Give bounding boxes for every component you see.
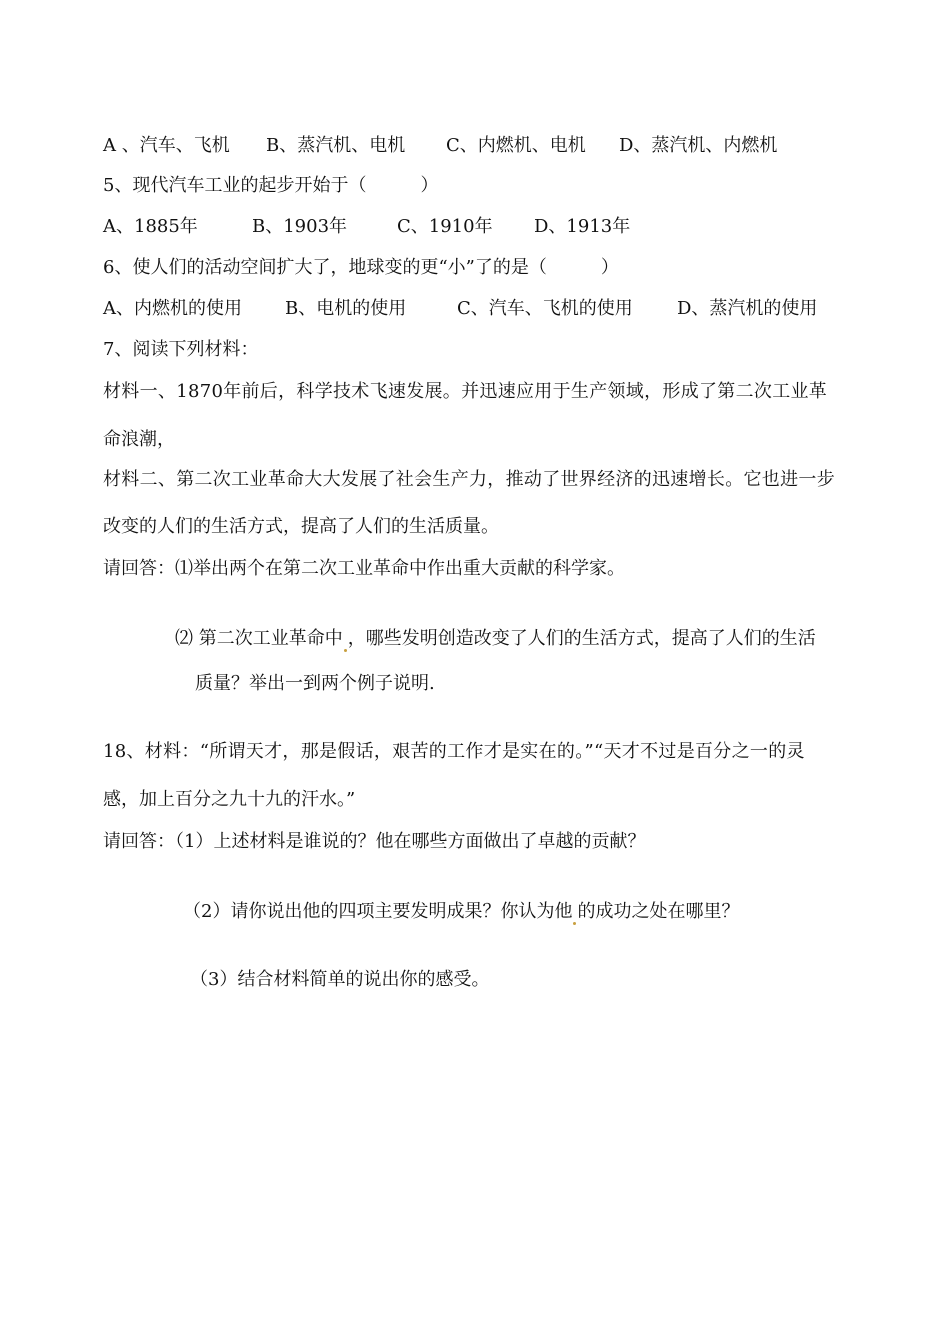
q18-ask-1: 请回答：（1）上述材料是谁说的？他在哪些方面做出了卓越的贡献？ (103, 831, 646, 852)
q7-material2-line2: 改变的人们的生活方式，提高了人们的生活质量。 (103, 516, 499, 537)
q18-material-line1: 18、材料：“所谓天才，那是假话，艰苦的工作才是实在的。”“天才不过是百分之一的灵 (103, 741, 805, 762)
q7-ask-2-part-a: ⑵ 第二次工业革命中 (175, 628, 343, 649)
q6-option-d: D、蒸汽机的使用 (677, 298, 818, 319)
q7-ask-1: 请回答：⑴举出两个在第二次工业革命中作出重大贡献的科学家。 (103, 558, 625, 579)
q6-option-a: A、内燃机的使用 (103, 298, 242, 319)
q7-ask-2-line1 (175, 627, 816, 652)
q4-option-d: D、蒸汽机、内燃机 (619, 135, 778, 156)
q5-stem: 5、现代汽车工业的起步开始于（ ） (103, 175, 439, 196)
q5-option-a: A、1885年 (103, 216, 198, 237)
q18-ask-2-part-a: （2）请你说出他的四项主要发明成果？你认为他 (183, 901, 573, 922)
q5-option-b: B、1903年 (252, 216, 348, 237)
q5-options (0, 215, 950, 239)
q7-stem: 7、阅读下列材料： (103, 339, 259, 360)
q7-material2-line1: 材料二、第二次工业革命大大发展了社会生产力，推动了世界经济的迅速增长。它也进一步 (103, 469, 835, 490)
ink-dot (344, 649, 347, 652)
q6-options (0, 297, 950, 321)
q18-ask-2 (183, 900, 739, 925)
ink-dot (573, 922, 576, 925)
q18-ask-2-part-b: 的成功之处在哪里？ (577, 901, 740, 922)
q4-option-b: B、蒸汽机、电机 (266, 135, 406, 156)
q6-stem: 6、使人们的活动空间扩大了，地球变的更“小”了的是（ ） (103, 257, 619, 278)
q6-option-b: B、电机的使用 (285, 298, 407, 319)
q6-option-c: C、汽车、飞机的使用 (457, 298, 633, 319)
q7-material1-line1: 材料一、1870年前后，科学技术飞速发展。并迅速应用于生产领域，形成了第二次工业革 (103, 381, 828, 402)
q7-ask-2-part-b: ，哪些发明创造改变了人们的生活方式，提高了人们的生活 (347, 628, 816, 649)
q18-ask-3: （3）结合材料简单的说出你的感受。 (190, 969, 490, 990)
q5-option-c: C、1910年 (397, 216, 493, 237)
q7-ask-2-line2: 质量？举出一到两个例子说明. (195, 673, 435, 694)
q4-option-c: C、内燃机、电机 (446, 135, 586, 156)
q4-option-a: A 、汽车、飞机 (103, 135, 230, 156)
q7-material1-line2: 命浪潮， (103, 429, 175, 450)
q5-option-d: D、1913年 (534, 216, 631, 237)
q4-options (0, 134, 950, 158)
q18-material-line2: 感，加上百分之九十九的汗水。” (103, 789, 356, 810)
